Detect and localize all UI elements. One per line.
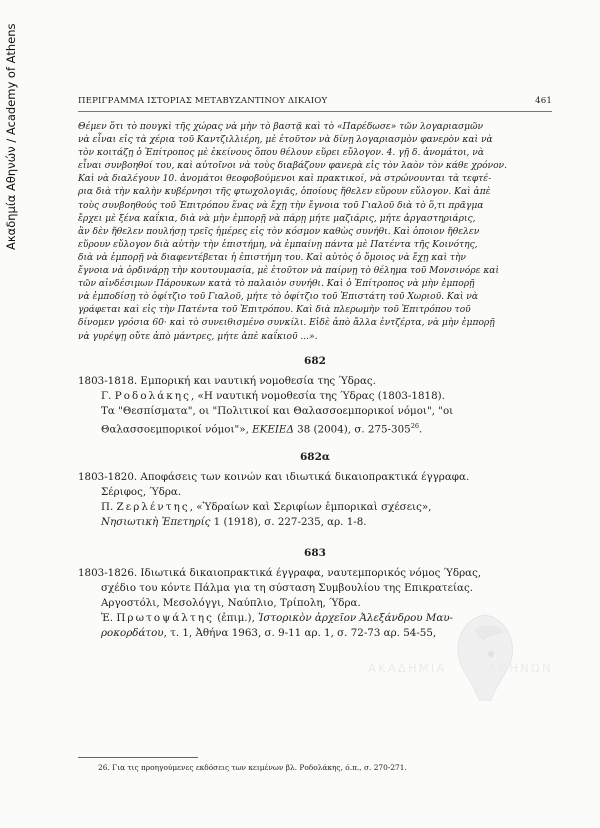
text-run: 38 (2004), σ. 275-305 xyxy=(293,423,411,436)
entry-line xyxy=(78,404,552,419)
text-run: (ἐπιμ.), xyxy=(213,612,259,625)
page-number: 461 xyxy=(535,96,552,106)
entry-line xyxy=(78,500,552,515)
quote-line: νὰ ἐμποδίσῃ τὸ ὀφίτζιο τοῦ Γιαλοῦ, μήτε τὸ ὀφίτζιο τοῦ Ἐπιστάτη τοῦ Χωριοῦ. Καὶ νὰ xyxy=(78,292,478,303)
archive-stamp-text: Ακαδημία Αθηνών / Academy of Athens xyxy=(4,23,18,250)
archive-stamp xyxy=(4,23,22,250)
section-number-682a: 682α xyxy=(300,451,330,463)
quote-line: Θέμεν ὅτι τὸ πουγκὶ τῆς χώρας νὰ μὴν τὸ βαστᾷ καὶ τὸ «Παρέδωσε» τῶν λογαριασμῶν xyxy=(78,122,484,132)
text-run: Γ. xyxy=(101,390,115,403)
entry-heading: 1803-1820. Αποφάσεις των κοινών και ιδιωτικά δικαιοπρακτικά έγγραφα. xyxy=(78,471,470,483)
text-run: , «Ὑδραίων καὶ Σεριφίων ἐμπορικαὶ σχέσεις», xyxy=(189,501,432,514)
entry-682 xyxy=(78,374,552,438)
footnote-rule xyxy=(78,757,198,758)
text-run: , τ. 1, Ἀθήνα 1963, σ. 9-11 αρ. 1, σ. 72-73 αρ. 54-55, xyxy=(163,627,437,640)
text-run: Ἱστορικὸν ἀρχεῖον Ἀλεξάνδρου Μαυ- xyxy=(258,612,454,625)
section-number-682: 682 xyxy=(304,355,326,367)
footnote-ref: 26 xyxy=(410,422,419,431)
text-run: 1 (1918), σ. 227-235, αρ. 1-8. xyxy=(210,516,367,529)
text-run: Τα "Θεσπίσματα", οι "Πολιτικοί και Θαλασσοεμπορικοί νόμοι", "οι xyxy=(101,405,454,418)
watermark-text-right: ΑΘΗΝΩΝ xyxy=(488,661,553,675)
quote-line: Καὶ νὰ διαλέγουν 10. ἀνομάτοι θεοφοβούμενοι καὶ πρακτικοί, νὰ στρώνουνται τὰ τεφτέ- xyxy=(78,174,492,185)
text-run: Πρωτοψάλτης xyxy=(116,612,214,625)
quote-line: τοὺς συνβοηθούς τοῦ Ἐπιτρόπου ἕνας νὰ ἔχῃ τὴν ἔγνοια τοῦ Γιαλοῦ διὰ τὸ ὅ,τι πρᾶγμα xyxy=(78,200,484,211)
quoted-text-block xyxy=(78,121,552,344)
athena-watermark-logo xyxy=(445,610,525,710)
text-run: , «Η ναυτική νομοθεσία της Ύδρας (1803-1818). xyxy=(190,390,445,403)
text-run: ΕΚΕΙΕΔ xyxy=(252,423,294,436)
entry-heading: 1803-1818. Εμπορική και ναυτική νομοθεσία της Ύδρας. xyxy=(78,375,376,387)
header-rule xyxy=(78,111,552,112)
text-run: Ροδολάκης xyxy=(114,390,191,403)
quote-line: ἔρχει μὲ ξένα καΐκια, διὰ νὰ μὴν ἐμπορῇ νὰ πάρῃ μήτε μαζιάρις, μήτε ἀργαστηριάρις, xyxy=(78,213,476,224)
section-number-683: 683 xyxy=(304,547,326,559)
quote-line: τῶν αἰνδέσιμων Πάρουκων κατὰ τὸ παλαιὸν συνήθι. Καὶ ὁ Ἐπίτροπος νὰ μὴν ἐμπορῇ xyxy=(78,279,475,290)
quote-line: διὰ νὰ ἐμπορῇ νὰ διαφεντέβεται ἡ ἐπιστήμη του. Καὶ αὐτὸς ὁ ὅμοιος νὰ ἔχῃ καὶ τὴν xyxy=(78,252,466,263)
entry-heading: 1803-1826. Ιδιωτικά δικαιοπρακτικά έγγραφα, ναυτεμπορικός νόμος Ύδρας, xyxy=(78,567,482,579)
entry-line xyxy=(78,515,552,530)
quote-line: ρια διὰ τὴν καλὴν κυβέρνησι τῆς φτωχολογιᾶς, ὁποίους ἤθελεν εὕρουν εὔλογον. Καὶ ἀπὲ xyxy=(78,187,491,198)
text-run: Θαλασσοεμπορικοί νόμοι"», xyxy=(101,423,253,436)
text-run: Νησιωτικὴ Ἐπετηρίς xyxy=(101,516,211,529)
quote-line: δίνομεν γρόσια 60· καὶ τὸ συνειθισμένο συνκίλι. Εἰδὲ ἀπὸ ἄλλα ἐντζέρτα, νὰ μὴν ἐμπορῇ xyxy=(78,318,495,329)
quote-line: ἔγνοια νὰ ὀρδινάρῃ τὴν κουτουμασία, μὲ ἐτοῦτον νὰ παίρνῃ τὸ θέλημα τοῦ Μονσινόρε καὶ xyxy=(78,266,500,277)
text-run: Ἐ. xyxy=(101,612,117,625)
quote-line: νὰ γυρέψῃ οὔτε ἀπὸ μάντρες, μήτε ἀπὲ καΐκιοῦ ...». xyxy=(78,331,318,342)
quote-line: γράφεται καὶ εἰς τὴν Πατέντα τοῦ Ἐπιτρόπου. Καὶ διὰ πλερωμὴν τοῦ Ἐπιτρόπου τοῦ xyxy=(78,305,471,316)
text-run: Αργοστόλι, Μεσολόγγι, Ναύπλιο, Τρίπολη, Ύδρα. xyxy=(101,597,361,610)
entry-line xyxy=(78,389,552,404)
entry-682a xyxy=(78,470,552,530)
text-run: Π. xyxy=(101,501,117,514)
entry-heading-continued: σχέδιο του κόντε Πάλμα για τη σύσταση Συμβουλίου της Επικρατείας. xyxy=(101,582,473,595)
quote-line: νὰ εἶναι εἰς τὰ χέρια τοῦ Καντζιλλιέρη, μὲ ἐτοῦτον νὰ δίνῃ λογαριασμὸν φανερὸν καὶ νὰ xyxy=(78,135,493,146)
footnote: 26. Για τις προηγούμενες εκδόσεις των κειμένων βλ. Ροδολάκης, ό.π., σ. 270-271. xyxy=(98,763,407,772)
watermark-text-left: ΑΚΑΔΗΜΙΑ xyxy=(368,661,447,675)
quote-line: εἶναι συνβοηθοί του, καὶ αὐτοῖνοι νὰ τοὺς διαβάζουν φανερὰ εἰς τὸν λαὸν τὸν κάθε χρόνον. xyxy=(78,161,507,172)
running-title: ΠΕΡΙΓΡΑΜΜΑ ΙΣΤΟΡΙΑΣ ΜΕΤΑΒΥΖΑΝΤΙΝΟΥ ΔΙΚΑΙΟΥ xyxy=(78,96,328,106)
text-run: Ζερλέντης xyxy=(116,501,190,514)
entry-line xyxy=(78,485,552,500)
quote-line: τὸν κοιτάζῃ ὁ Ἐπίτροπος μὲ ἐκείνους ὅπου θέλουν εὕρει εὔλογον. 4. γῇ δ. ἀνομάτοι, νὰ xyxy=(78,148,484,159)
quote-line: ἂν δὲν ἤθελεν πουλήσῃ τρεῖς ἡμέρες εἰς τὸν κόσμον καθὼς συνήθι. Καὶ ὁποιον ἤθελεν xyxy=(78,226,480,237)
quote-line: εὕρουν εὔλογον διὰ αὐτὴν τὴν ἐπιστήμη, νὰ ἐμπαίνῃ πάντα μὲ Πατέντα τῆς Κοινότης, xyxy=(78,239,478,250)
text-run: . xyxy=(418,423,423,436)
entry-line xyxy=(78,419,552,438)
text-run: ροκορδάτου xyxy=(101,627,164,640)
text-run: Σέριφος, Ύδρα. xyxy=(101,486,182,499)
running-header xyxy=(78,96,552,110)
